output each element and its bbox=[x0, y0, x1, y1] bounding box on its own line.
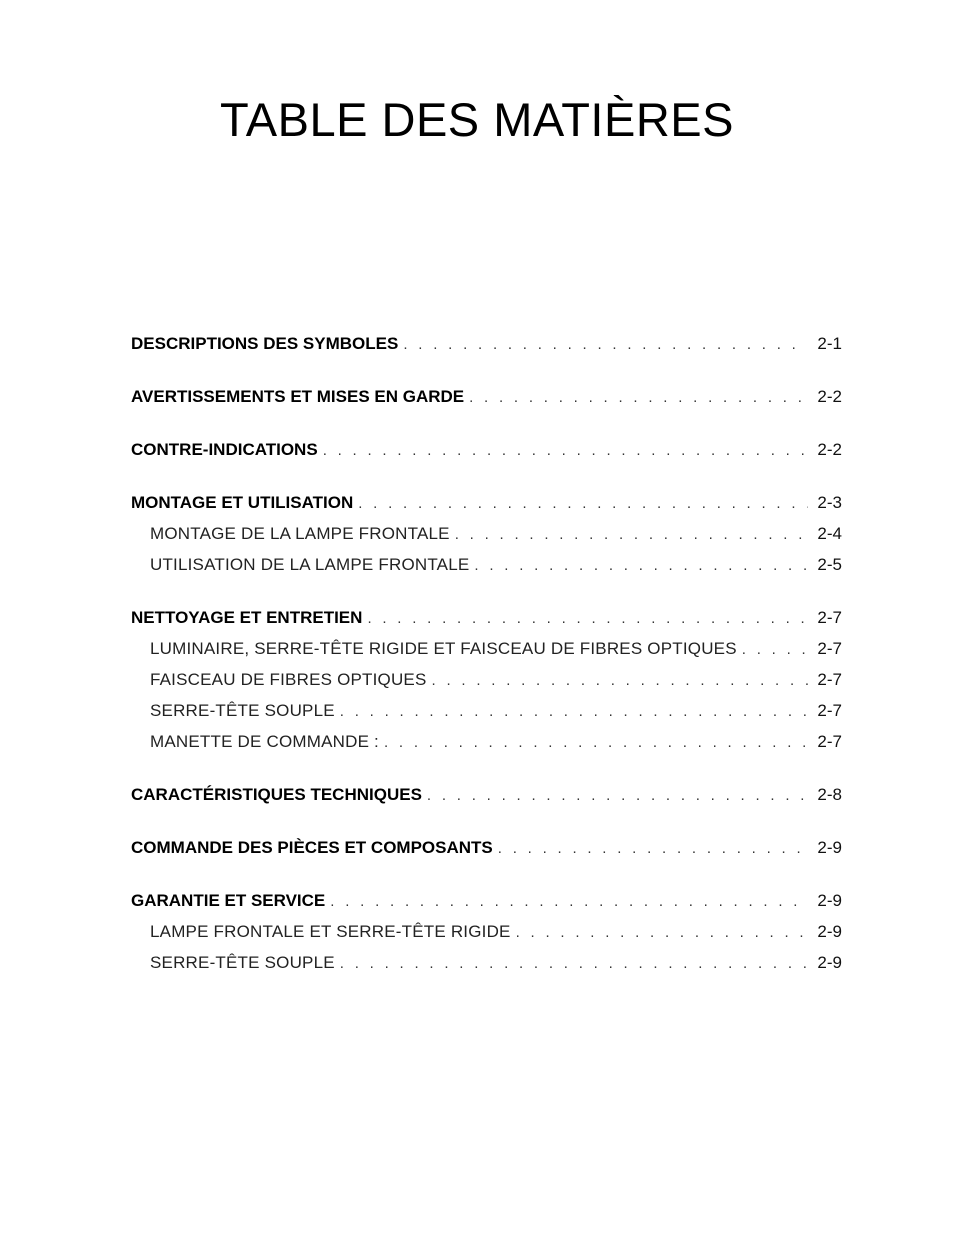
toc-page-number: 2-3 bbox=[817, 493, 842, 512]
toc-section bbox=[131, 779, 842, 810]
toc-entry-label: SERRE-TÊTE SOUPLE bbox=[150, 953, 335, 972]
dot-leader bbox=[474, 550, 808, 581]
toc-section bbox=[131, 487, 842, 580]
table-of-contents bbox=[131, 328, 842, 1000]
dot-leader bbox=[358, 488, 808, 519]
toc-entry[interactable] bbox=[131, 602, 842, 633]
toc-section bbox=[131, 434, 842, 465]
toc-subentry[interactable] bbox=[131, 947, 842, 978]
toc-subentry[interactable] bbox=[131, 633, 842, 664]
toc-entry-label: NETTOYAGE ET ENTRETIEN bbox=[131, 608, 363, 627]
toc-page-number: 2-7 bbox=[817, 732, 842, 751]
toc-page-number: 2-8 bbox=[817, 785, 842, 804]
dot-leader bbox=[367, 603, 808, 634]
toc-entry-label: SERRE-TÊTE SOUPLE bbox=[150, 701, 335, 720]
toc-entry[interactable] bbox=[131, 487, 842, 518]
toc-entry-label: LUMINAIRE, SERRE-TÊTE RIGIDE ET FAISCEAU DE FIBRES OPTIQUES bbox=[150, 639, 737, 658]
toc-entry-label: MONTAGE ET UTILISATION bbox=[131, 493, 354, 512]
dot-leader bbox=[330, 886, 808, 917]
toc-section bbox=[131, 885, 842, 978]
toc-subentry[interactable] bbox=[131, 664, 842, 695]
toc-subentry[interactable] bbox=[131, 549, 842, 580]
toc-section bbox=[131, 381, 842, 412]
toc-entry-label: MONTAGE DE LA LAMPE FRONTALE bbox=[150, 524, 450, 543]
toc-entry-label: DESCRIPTIONS DES SYMBOLES bbox=[131, 334, 399, 353]
toc-page-number: 2-5 bbox=[817, 555, 842, 574]
toc-entry-label: CARACTÉRISTIQUES TECHNIQUES bbox=[131, 785, 422, 804]
toc-entry-label: MANETTE DE COMMANDE : bbox=[150, 732, 379, 751]
toc-page-number: 2-2 bbox=[817, 387, 842, 406]
dot-leader bbox=[340, 696, 808, 727]
dot-leader bbox=[384, 727, 808, 758]
dot-leader bbox=[469, 382, 808, 413]
toc-page-number: 2-1 bbox=[817, 334, 842, 353]
dot-leader bbox=[742, 634, 808, 665]
toc-entry[interactable] bbox=[131, 328, 842, 359]
toc-entry[interactable] bbox=[131, 434, 842, 465]
dot-leader bbox=[516, 917, 808, 948]
toc-page-number: 2-7 bbox=[817, 701, 842, 720]
toc-entry-label: AVERTISSEMENTS ET MISES EN GARDE bbox=[131, 387, 465, 406]
toc-subentry[interactable] bbox=[131, 726, 842, 757]
toc-page-number: 2-9 bbox=[817, 838, 842, 857]
toc-page-number: 2-7 bbox=[817, 670, 842, 689]
toc-subentry[interactable] bbox=[131, 916, 842, 947]
toc-page-number: 2-2 bbox=[817, 440, 842, 459]
toc-page-number: 2-9 bbox=[817, 922, 842, 941]
toc-entry-label: COMMANDE DES PIÈCES ET COMPOSANTS bbox=[131, 838, 493, 857]
toc-page-number: 2-7 bbox=[817, 639, 842, 658]
toc-entry[interactable] bbox=[131, 832, 842, 863]
dot-leader bbox=[427, 780, 808, 811]
toc-page-number: 2-9 bbox=[817, 891, 842, 910]
toc-entry-label: GARANTIE ET SERVICE bbox=[131, 891, 326, 910]
dot-leader bbox=[323, 435, 808, 466]
dot-leader bbox=[340, 948, 808, 979]
toc-page-number: 2-9 bbox=[817, 953, 842, 972]
dot-leader bbox=[403, 329, 808, 360]
toc-entry-label: LAMPE FRONTALE ET SERRE-TÊTE RIGIDE bbox=[150, 922, 511, 941]
toc-page-number: 2-7 bbox=[817, 608, 842, 627]
toc-page-number: 2-4 bbox=[817, 524, 842, 543]
toc-subentry[interactable] bbox=[131, 518, 842, 549]
dot-leader bbox=[455, 519, 808, 550]
toc-entry[interactable] bbox=[131, 779, 842, 810]
toc-entry[interactable] bbox=[131, 885, 842, 916]
dot-leader bbox=[432, 665, 808, 696]
toc-entry-label: CONTRE-INDICATIONS bbox=[131, 440, 318, 459]
toc-section bbox=[131, 328, 842, 359]
toc-section bbox=[131, 832, 842, 863]
toc-entry-label: FAISCEAU DE FIBRES OPTIQUES bbox=[150, 670, 427, 689]
toc-entry-label: UTILISATION DE LA LAMPE FRONTALE bbox=[150, 555, 470, 574]
toc-section bbox=[131, 602, 842, 757]
dot-leader bbox=[498, 833, 808, 864]
toc-entry[interactable] bbox=[131, 381, 842, 412]
page-title: TABLE DES MATIÈRES bbox=[220, 93, 734, 146]
toc-subentry[interactable] bbox=[131, 695, 842, 726]
